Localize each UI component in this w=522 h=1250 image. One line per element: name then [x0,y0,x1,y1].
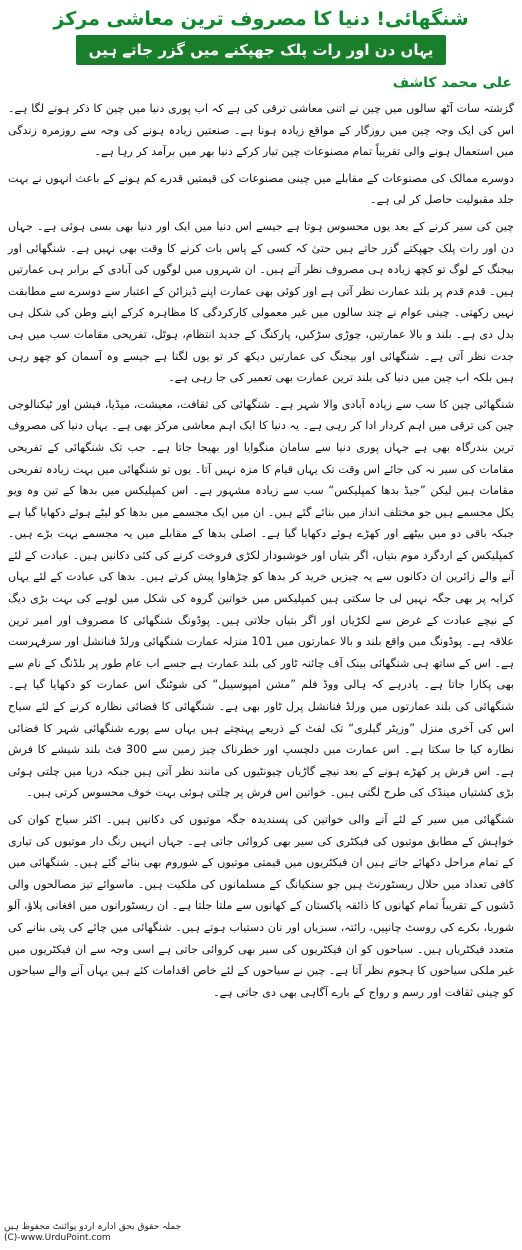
article-paragraph: شنگھائی میں سیر کے لئے آنے والی خواتین کی پسندیدہ جگہ موتیوں کی دکانیں ہیں۔ اکثر سیاح کوان کی خواہش کے مطابق موتیوں کی فیکٹری کی سیر بھی کروائی جاتی ہے۔ جہاں انہیں رنگ دار موتیوں کی تیاری کے تمام مراحل دکھائے جاتے ہیں ان فیکٹریوں میں قیمتی موتیوں کے شوروم بھی بنائے گئے ہیں۔ شنگھائی میں کافی تعداد میں حلال ریسٹورنٹ ہیں جو سنکیانگ کے مسلمانوں کی ملکیت ہیں۔ ماسوائے تیز مصالحوں والی ڈشوں کے تقریباً تمام کھانوں کا ذائقہ پاکستان کے کھانوں سے ملتا جلتا ہے۔ ان ریسٹورانوں میں افغانی پلاؤ، آلو شوربا، بکرے کی روسٹ چانپیں، رائتہ، سبزیاں اور نان دستیاب ہوتے ہیں۔ شنگھائی میں چائے کی پتی بنانے کی متعدد فیکٹریاں ہیں۔ سیاحوں کو ان فیکٹریوں کی سیر بھی کروائی جاتی ہے اسی وجہ سے ان فیکٹریوں میں غیر ملکی سیاحوں کا ہجوم نظر آتا ہے۔ چین نے سیاحوں کے لئے خاص اقدامات کئے ہیں یہاں آنے والے سیاحوں کو چینی ثقافت اور رسم و رواج کے بارے آگاہی بھی دی جاتی ہے۔ [8,813,514,999]
article-paragraph: شنگھائی چین کا سب سے زیادہ آبادی والا شہر ہے۔ شنگھائی کی ثقافت، معیشت، میڈیا، فیشن اور ٹیکنالوجی چین کی ترقی میں اہم کردار ادا کر رہی ہے۔ یہ دنیا کا ایک اہم معاشی مرکز بھی ہے۔ یہاں دنیا کی مصروف ترین بندرگاہ بھی ہے جہاں پوری دنیا سے سامان منگوایا اور بھیجا جاتا ہے۔ جب تک شنگھائی کے تفریحی مقامات کی سیر نہ کی جائے اس وقت تک یہاں قیام کا مزہ نہیں آتا۔ یوں تو شنگھائی میں بہت زیادہ تفریحی مقامات ہیں لیکن ”جیڈ بدھا کمپلیکس“ سب سے زیادہ مشہور ہے۔ اس کمپلیکس میں بدھا کے تین وہ ویو یکل مجسمے ہیں جو مختلف انداز میں بنائے گئے ہیں۔ ان میں ایک مجسمے میں بدھا کو لیٹے ہوئے دکھایا گیا ہے جبکہ باقی دو میں بیٹھے اور کھڑے ہوئے دکھایا گیا ہے۔ اصلی بدھا کے مقابلے میں یہ مجسمے بہت بڑے ہیں۔ کمپلیکس کے اردگرد موم بتیاں، اگر بتیاں اور خوشبودار لکڑی فروخت کرنے کی کئی دکانیں ہیں۔ عبادت کے لئے آنے والے زائرین ان دکانوں سے یہ چیزیں خرید کر بدھا کو چڑھاوا پیش کرتے ہیں۔ بدھا کی عبادت کے لئے یہاں کرایہ پر بھی جگہ نہیں لی جا سکتی ہیں کمپلیکس میں خواتین گروہ کی شکل میں لوہے کی بہت بڑی دیگ کے نیچے عبادت کے غرض سے لکڑیاں اور اگر بتیاں جلاتی ہیں۔ پوڈونگ شنگھائی کا مصروف اور امیر ترین علاقہ ہے۔ پوڈونگ میں واقع بلند و بالا عمارتوں میں 101 منزلہ عمارت شنگھائی ورلڈ فنانشل اور سرفہرست ہے۔ اس کے ساتھ ہی شنگھائی بینک آف چائنہ ٹاور کی بلند عمارت ہے جسے اب عام طور پر بلڈنگ کے نام سے بھی پکارا جاتا ہے۔ یادرہے کہ ہالی ووڈ فلم ”مشن امپوسیبل“ کی شوٹنگ اس عمارت کو دکھایا گیا ہے۔ شنگھائی کی بلند عمارتوں میں ورلڈ فنانشل پرل ٹاور بھی ہے۔ شنگھائی کا فضائی نظارہ کرنے کے لئے سیاح اس کی آخری منزل ”وزیٹر گیلری“ تک لفٹ کے ذریعے پہنچتے ہیں یہاں سے پورے شنگھائی شہر کا فضائی نظارہ کیا جا سکتا ہے۔ اس عمارت میں دلچسپ اور خطرناک چیز زمین سے 300 فٹ بلند شیشے کا فرش ہے۔ اس فرش پر کھڑے ہونے کے بعد نیچے گاڑیاں چیونٹیوں کی مانند نظر آتی ہیں جبکہ دریا میں چلتی ہوئی بڑی کشتیاں مینڈک کی طرح لگتی ہیں۔ خواتین اس فرش پر چلتی ہوئی بہت خوف محسوس کرتی ہیں۔ [8,397,514,800]
article-paragraph: دوسرے ممالک کی مصنوعات کے مقابلے میں چینی مصنوعات کی قیمتیں قدرے کم ہونے کے باعث انہوں نے بہت جلد مقبولیت حاصل کر لی ہے۔ [8,171,514,207]
article-subheadline-banner: یہاں دن اور رات پلک جھپکنے میں گزر جاتے ہیں [76,35,446,65]
article-paragraph: چین کی سیر کرنے کے بعد یوں محسوس ہوتا ہے جیسے اس دنیا میں ایک اور دنیا بھی بسی ہوئی ہے۔ جہاں دن اور رات پلک جھپکتے گزر جاتے ہیں حتیٰ کہ کسی کے پاس بات کرنے کا وقت بھی نہیں ہے۔ شنگھائی اور بیجنگ کے لوگ تو کچھ زیادہ ہی مصروف نظر آتے ہیں۔ ان شہروں میں لوگوں کی آبادی کے برابر ہی عمارتیں ہیں۔ قدم قدم پر بلند عمارت نظر آتی ہے اور کوئی بھی عمارت اپنے ڈیزائن کے اعتبار سے دوسرے سے مطابقت نہیں رکھتی۔ چینی عوام نے چند سالوں میں غیر معمولی کارکردگی کا مظاہرہ کرکے اپنے وطن کی شکل ہی بدل دی ہے۔ بلند و بالا عمارتیں، چوڑی سڑکیں، پارکنگ کے جدید انتظام، ہوٹل، تفریحی مقامات سب میں ہی جدت نظر آتی ہے۔ شنگھائی اور بیجنگ کی عمارتیں دیکھ کر تو یوں لگتا ہے جیسے وہ آسمان کو چھو رہی ہیں بلکہ اب چین میں دنیا کی بلند ترین عمارت بھی تعمیر کی جا رہی ہے۔ [8,219,514,385]
article-body [8,98,514,1218]
article-headline: شنگھائی! دنیا کا مصروف ترین معاشی مرکز [53,8,469,30]
footer-rights-text: جملہ حقوق بحق ادارہ اردو پوائنٹ محفوظ ہیں [4,1222,182,1232]
footer-copyright [4,1222,184,1244]
article-author: علی محمد کاشف [392,75,512,91]
article-paragraph: گزشتہ سات آٹھ سالوں میں چین نے اتنی معاشی ترقی کی ہے کہ اب پوری دنیا میں چین کا ذکر ہونے لگا ہے۔ اس کی ایک وجہ چین میں روزگار کے مواقع زیادہ ہونا ہے۔ صنعتیں زیادہ ہونے کی وجہ سے روزمرہ زندگی میں استعمال ہونے والی تقریباً تمام مصنوعات چین تیار کرکے دنیا بھر میں برآمد کر رہا ہے۔ [8,102,514,159]
footer-site-link[interactable]: (C)-www.UrduPoint.com [4,1233,111,1243]
